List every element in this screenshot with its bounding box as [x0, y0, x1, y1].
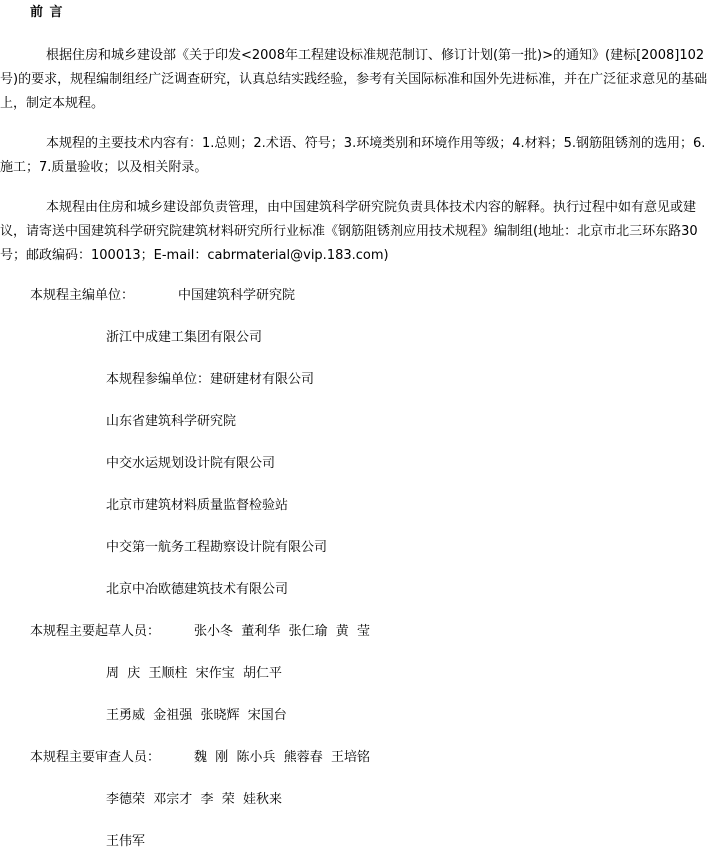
- reviewers-line-2: 李德荣 邓宗才 李 荣 娃秋来: [106, 792, 283, 807]
- chief-units-label: 本规程主编单位：: [30, 288, 135, 303]
- reviewers-line-3: 王伟军: [106, 834, 146, 849]
- preface-heading: 前 言: [30, 5, 64, 20]
- drafters-line-2: 周 庆 王顺柱 宋作宝 胡仁平: [106, 666, 283, 681]
- participating-unit-5: 中交第一航务工程勘察设计院有限公司: [106, 540, 328, 555]
- participating-unit-2: 山东省建筑科学研究院: [106, 414, 237, 429]
- participating-unit-1: 本规程参编单位：建研建材有限公司: [106, 372, 315, 387]
- paragraph-basis: 根据住房和城乡建设部《关于印发<2008年工程建设标准规范制订、修订计划(第一批)>的通知》(建标[2008]102号)的要求，规程编制组经广泛调查研究，认真总结实践经验，参考有关国际标准和国外先进标准，并在广泛征求意见的基础上，制定本规程。: [0, 48, 708, 111]
- reviewers-label: 本规程主要审查人员：: [30, 750, 161, 765]
- chief-unit-2: 浙江中成建工集团有限公司: [106, 330, 263, 345]
- participating-unit-3: 中交水运规划设计院有限公司: [106, 456, 276, 471]
- reviewers-line-1: 魏 刚 陈小兵 熊蓉春 王培铭: [194, 750, 371, 765]
- drafters-label: 本规程主要起草人员：: [30, 624, 161, 639]
- chief-unit-1: 中国建筑科学研究院: [178, 288, 296, 303]
- drafters-line-1: 张小冬 董利华 张仁瑜 黄 莹: [194, 624, 371, 639]
- drafters-line-3: 王勇威 金祖强 张晓辉 宋国台: [106, 708, 287, 723]
- paragraph-contents: 本规程的主要技术内容有：1.总则；2.术语、符号；3.环境类别和环境作用等级；4.材料；5.钢筋阻锈剂的选用；6.施工；7.质量验收；以及相关附录。: [0, 136, 706, 175]
- participating-unit-6: 北京中冶欧德建筑技术有限公司: [106, 582, 289, 597]
- paragraph-management: 本规程由住房和城乡建设部负责管理，由中国建筑科学研究院负责具体技术内容的解释。执行过程中如有意见或建议，请寄送中国建筑科学研究院建筑材料研究所行业标准《钢筋阻锈剂应用技术规程》编制组(地址：北京市北三环东路30号；邮政编码：100013；E-mail：cabrmaterial@vip.183.com): [0, 200, 698, 263]
- participating-unit-4: 北京市建筑材料质量监督检验站: [106, 498, 289, 513]
